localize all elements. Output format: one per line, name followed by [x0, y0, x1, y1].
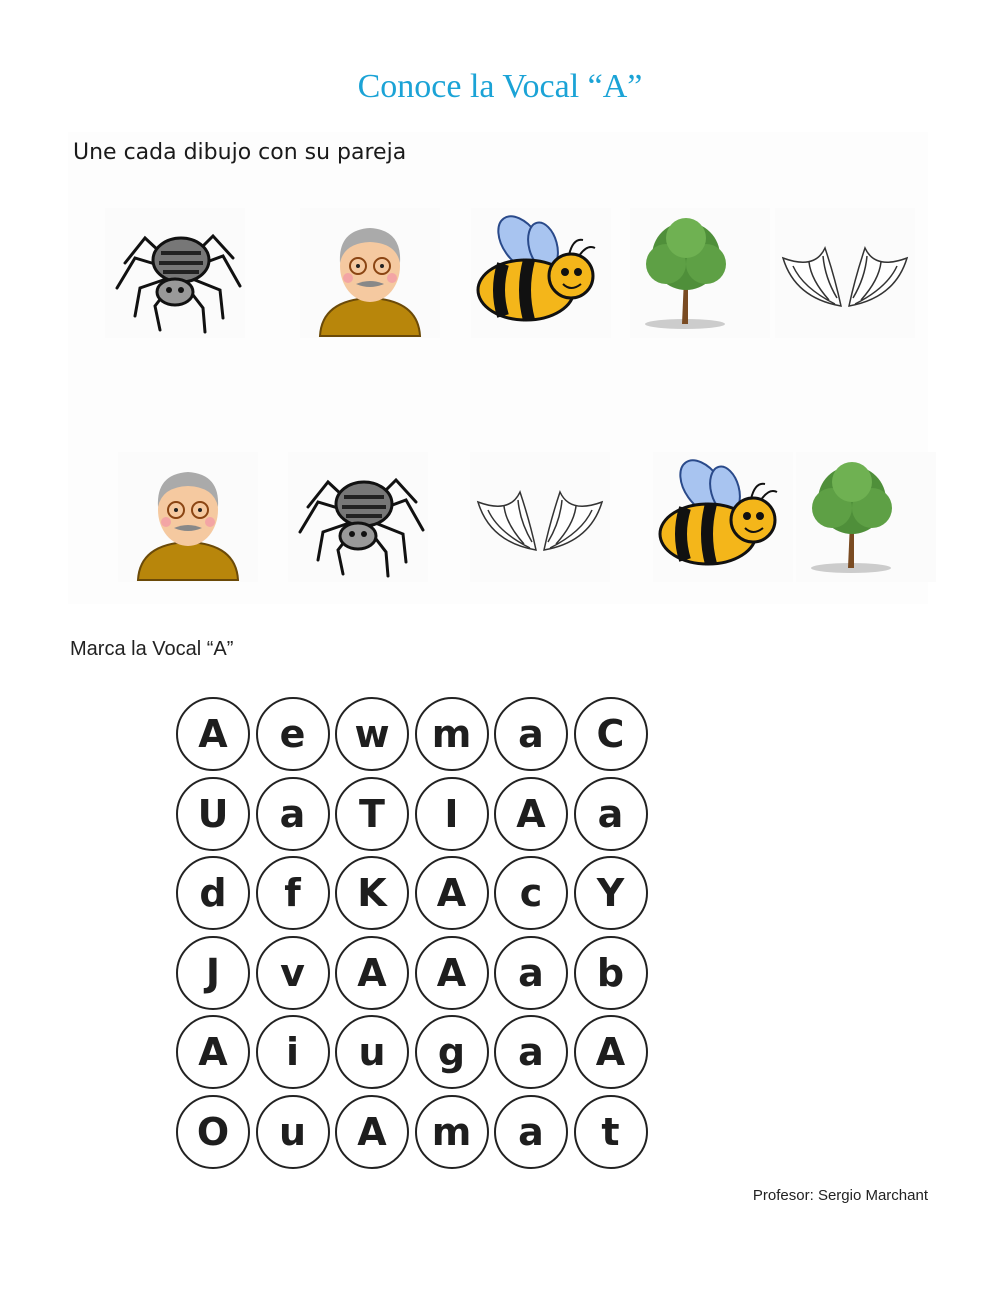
tree-icon[interactable]: [630, 208, 770, 338]
letter-circle[interactable]: O: [176, 1095, 250, 1169]
letter-circle[interactable]: m: [415, 1095, 489, 1169]
bottom-picture-row: [68, 452, 928, 582]
letter-circle[interactable]: A: [415, 936, 489, 1010]
page-title: Conoce la Vocal “A”: [357, 68, 643, 105]
letter-circle[interactable]: a: [256, 777, 330, 851]
spider-icon[interactable]: [288, 452, 428, 582]
letter-circle[interactable]: A: [176, 697, 250, 771]
wings-icon[interactable]: [775, 208, 915, 338]
bee-icon[interactable]: [471, 208, 611, 338]
letter-circle[interactable]: a: [574, 777, 648, 851]
letter-circle[interactable]: A: [335, 1095, 409, 1169]
letter-circle[interactable]: w: [335, 697, 409, 771]
spider-icon[interactable]: [105, 208, 245, 338]
letter-circle[interactable]: u: [256, 1095, 330, 1169]
matching-exercise: [68, 132, 928, 604]
tree-icon[interactable]: [796, 452, 936, 582]
letter-circle[interactable]: A: [494, 777, 568, 851]
grandfather-icon[interactable]: [300, 208, 440, 338]
letter-circle[interactable]: c: [494, 856, 568, 930]
letter-circle[interactable]: b: [574, 936, 648, 1010]
letter-circle[interactable]: C: [574, 697, 648, 771]
letter-circle[interactable]: g: [415, 1015, 489, 1089]
letter-circle[interactable]: I: [415, 777, 489, 851]
letter-circle[interactable]: d: [176, 856, 250, 930]
teacher-credit: Profesor: Sergio Marchant: [752, 1187, 928, 1204]
letter-circle[interactable]: a: [494, 1095, 568, 1169]
letter-grid: [176, 697, 653, 1174]
wings-icon[interactable]: [470, 452, 610, 582]
vowel-instruction: Marca la Vocal “A”: [70, 638, 234, 660]
grandfather-icon[interactable]: [118, 452, 258, 582]
letter-circle[interactable]: a: [494, 1015, 568, 1089]
letter-circle[interactable]: v: [256, 936, 330, 1010]
letter-circle[interactable]: Y: [574, 856, 648, 930]
letter-circle[interactable]: K: [335, 856, 409, 930]
bee-icon[interactable]: [653, 452, 793, 582]
letter-circle[interactable]: T: [335, 777, 409, 851]
top-picture-row: [68, 208, 928, 338]
letter-circle[interactable]: A: [335, 936, 409, 1010]
letter-circle[interactable]: u: [335, 1015, 409, 1089]
letter-circle[interactable]: A: [415, 856, 489, 930]
letter-circle[interactable]: U: [176, 777, 250, 851]
letter-circle[interactable]: i: [256, 1015, 330, 1089]
matching-instruction: Une cada dibujo con su pareja: [73, 140, 407, 165]
letter-circle[interactable]: t: [574, 1095, 648, 1169]
letter-circle[interactable]: a: [494, 697, 568, 771]
letter-circle[interactable]: A: [574, 1015, 648, 1089]
letter-circle[interactable]: e: [256, 697, 330, 771]
letter-circle[interactable]: m: [415, 697, 489, 771]
letter-circle[interactable]: J: [176, 936, 250, 1010]
letter-circle[interactable]: f: [256, 856, 330, 930]
letter-circle[interactable]: A: [176, 1015, 250, 1089]
letter-circle[interactable]: a: [494, 936, 568, 1010]
